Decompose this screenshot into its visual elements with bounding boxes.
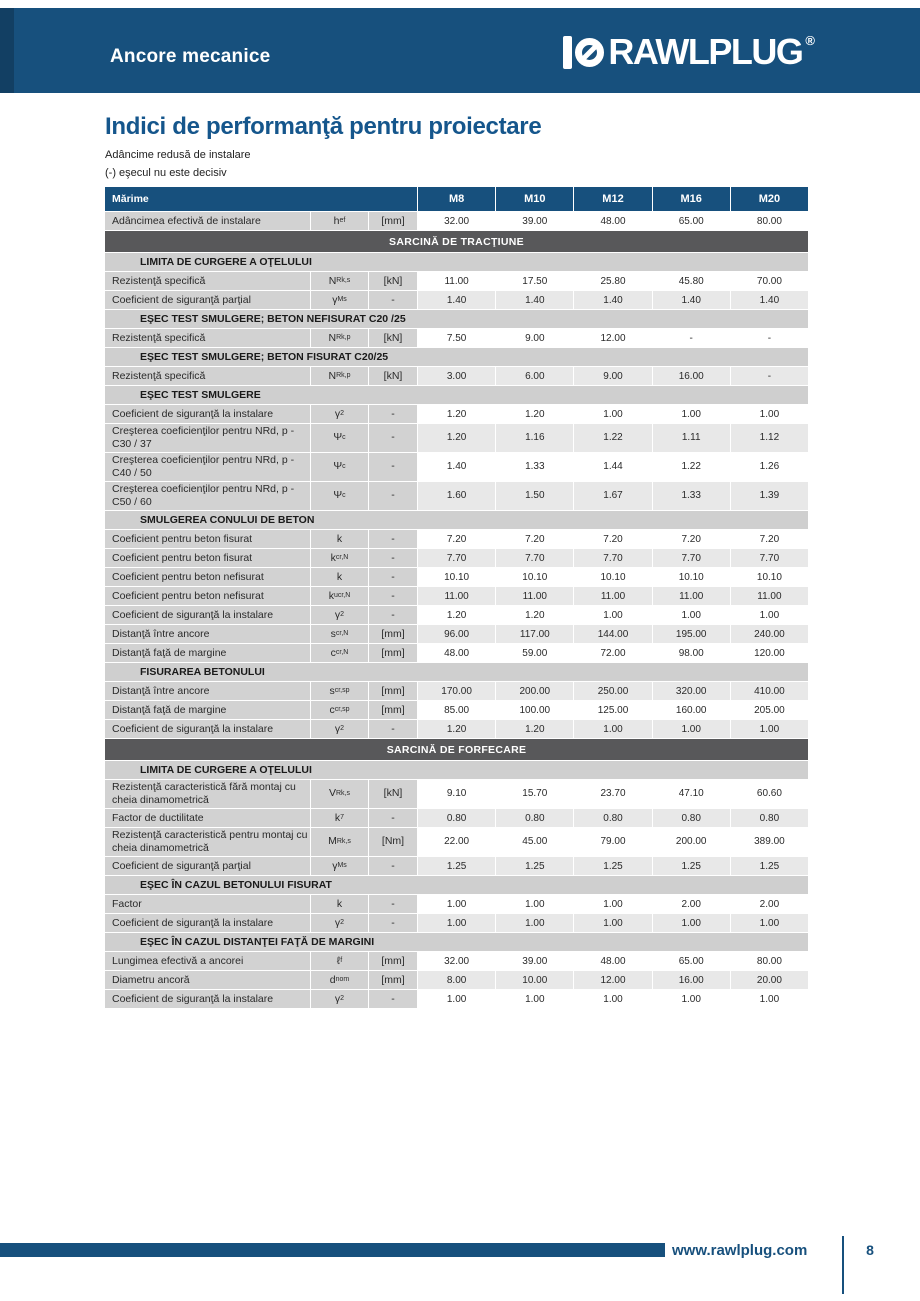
row-value: 11.00 <box>496 587 573 605</box>
row-value: 1.39 <box>731 482 808 510</box>
row-value: 1.00 <box>731 990 808 1008</box>
row-label: Creşterea coeficienţilor pentru NRd, p - C30 / 37 <box>105 424 310 452</box>
row-value: 0.80 <box>496 809 573 827</box>
row-value: 0.80 <box>574 809 651 827</box>
table-row <box>105 212 808 230</box>
row-value: 1.44 <box>574 453 651 481</box>
footer-website-link[interactable]: www.rawlplug.com <box>672 1242 808 1259</box>
row-value: 117.00 <box>496 625 573 643</box>
row-symbol: γ 2 <box>311 405 368 423</box>
row-value: 0.80 <box>418 809 495 827</box>
row-unit: [mm] <box>369 625 417 643</box>
row-value: 1.00 <box>574 990 651 1008</box>
row-value: 11.00 <box>418 272 495 290</box>
row-value: 59.00 <box>496 644 573 662</box>
row-symbol: V Rk,s <box>311 780 368 808</box>
row-value: 1.20 <box>418 424 495 452</box>
table-header-m12: M12 <box>574 187 651 211</box>
row-value: 6.00 <box>496 367 573 385</box>
row-value: 45.00 <box>496 828 573 856</box>
row-label: Distanţă faţă de margine <box>105 644 310 662</box>
row-value: 9.10 <box>418 780 495 808</box>
row-value: 1.00 <box>574 914 651 932</box>
row-label: Coeficient pentru beton fisurat <box>105 549 310 567</box>
table-row <box>105 625 808 643</box>
row-value: 7.20 <box>496 530 573 548</box>
row-symbol: s cr,sp <box>311 682 368 700</box>
table-row <box>105 606 808 624</box>
row-value: 1.25 <box>731 857 808 875</box>
row-label: Lungimea efectivă a ancorei <box>105 952 310 970</box>
row-label: Diametru ancoră <box>105 971 310 989</box>
row-symbol: h ef <box>311 212 368 230</box>
table-row <box>105 453 808 481</box>
row-value: 1.20 <box>418 606 495 624</box>
row-value: 1.20 <box>418 720 495 738</box>
row-value: 1.26 <box>731 453 808 481</box>
row-value: 1.20 <box>418 405 495 423</box>
row-value: 3.00 <box>418 367 495 385</box>
row-value: 1.33 <box>496 453 573 481</box>
row-label: Coeficient de siguranţă la instalare <box>105 914 310 932</box>
row-value: 48.00 <box>574 212 651 230</box>
row-value: 1.16 <box>496 424 573 452</box>
row-value: 16.00 <box>653 367 730 385</box>
table-header-size-label: Mărime <box>105 187 417 211</box>
row-symbol: k <box>311 530 368 548</box>
row-value: 0.80 <box>653 809 730 827</box>
table-row <box>105 568 808 586</box>
row-symbol: k <box>311 895 368 913</box>
row-value: 1.00 <box>496 990 573 1008</box>
row-unit: - <box>369 809 417 827</box>
row-symbol: γ Ms <box>311 291 368 309</box>
row-value: 160.00 <box>653 701 730 719</box>
row-unit: [mm] <box>369 682 417 700</box>
table-row <box>105 828 808 856</box>
row-value: 7.50 <box>418 329 495 347</box>
row-unit: - <box>369 720 417 738</box>
row-value: 1.25 <box>496 857 573 875</box>
row-value: 2.00 <box>653 895 730 913</box>
row-label: Coeficient pentru beton nefisurat <box>105 568 310 586</box>
row-symbol: N Rk,p <box>311 329 368 347</box>
row-value: 1.40 <box>574 291 651 309</box>
row-value: 15.70 <box>496 780 573 808</box>
row-value: 1.00 <box>418 990 495 1008</box>
table-row <box>105 857 808 875</box>
row-symbol: c cr,N <box>311 644 368 662</box>
row-label: Rezistenţă specifică <box>105 329 310 347</box>
row-unit: - <box>369 530 417 548</box>
row-unit: - <box>369 857 417 875</box>
brand-name: RAWLPLUG <box>608 31 803 72</box>
row-value: 1.25 <box>653 857 730 875</box>
row-label: Distanţă între ancore <box>105 682 310 700</box>
row-value: 17.50 <box>496 272 573 290</box>
row-value: 1.00 <box>653 720 730 738</box>
row-value: 7.70 <box>574 549 651 567</box>
footer-bar <box>0 1243 665 1257</box>
row-value: 7.70 <box>418 549 495 567</box>
row-symbol: k <box>311 568 368 586</box>
row-value: 10.10 <box>731 568 808 586</box>
row-value: 10.10 <box>496 568 573 586</box>
row-value: 1.20 <box>496 606 573 624</box>
row-value: 1.25 <box>418 857 495 875</box>
row-unit: - <box>369 606 417 624</box>
row-value: 65.00 <box>653 952 730 970</box>
row-value: 32.00 <box>418 952 495 970</box>
row-unit: - <box>369 914 417 932</box>
row-value: 1.00 <box>731 720 808 738</box>
row-value: 240.00 <box>731 625 808 643</box>
row-value: 200.00 <box>653 828 730 856</box>
performance-table <box>105 187 808 1009</box>
row-symbol: s cr,N <box>311 625 368 643</box>
row-symbol: γ 2 <box>311 606 368 624</box>
row-unit: - <box>369 568 417 586</box>
row-symbol: d nom <box>311 971 368 989</box>
row-unit: [kN] <box>369 329 417 347</box>
row-label: Rezistenţă specifică <box>105 367 310 385</box>
row-value: 1.00 <box>418 895 495 913</box>
row-value: 2.00 <box>731 895 808 913</box>
row-value: 8.00 <box>418 971 495 989</box>
row-value: 79.00 <box>574 828 651 856</box>
row-unit: - <box>369 405 417 423</box>
row-value: 1.00 <box>731 606 808 624</box>
row-value: 1.25 <box>574 857 651 875</box>
row-value: 1.00 <box>653 405 730 423</box>
row-value: 10.10 <box>418 568 495 586</box>
row-value: 7.70 <box>653 549 730 567</box>
row-value: 48.00 <box>574 952 651 970</box>
row-value: 11.00 <box>653 587 730 605</box>
row-unit: [mm] <box>369 952 417 970</box>
note-reduced-depth: Adâncime redusă de instalare <box>105 149 251 161</box>
row-value: 1.22 <box>574 424 651 452</box>
row-value: 1.60 <box>418 482 495 510</box>
table-body <box>105 212 808 1008</box>
row-value: 85.00 <box>418 701 495 719</box>
row-label: Creşterea coeficienţilor pentru NRd, p - C50 / 60 <box>105 482 310 510</box>
table-row <box>105 405 808 423</box>
table-subsection-header: LIMITA DE CURGERE A OŢELULUI <box>105 253 808 271</box>
row-unit: [kN] <box>369 367 417 385</box>
row-value: 1.50 <box>496 482 573 510</box>
row-label: Coeficient de siguranţă la instalare <box>105 720 310 738</box>
row-unit: - <box>369 895 417 913</box>
row-value: 9.00 <box>574 367 651 385</box>
row-value: 1.40 <box>653 291 730 309</box>
row-value: 100.00 <box>496 701 573 719</box>
row-value: 120.00 <box>731 644 808 662</box>
table-row <box>105 482 808 510</box>
table-header-row <box>105 187 808 211</box>
row-value: 96.00 <box>418 625 495 643</box>
row-symbol: γ Ms <box>311 857 368 875</box>
row-value: 1.11 <box>653 424 730 452</box>
row-value: 22.00 <box>418 828 495 856</box>
row-value: 9.00 <box>496 329 573 347</box>
row-value: 1.33 <box>653 482 730 510</box>
row-symbol: k ucr,N <box>311 587 368 605</box>
row-symbol: k cr,N <box>311 549 368 567</box>
row-value: 1.12 <box>731 424 808 452</box>
row-symbol: N Rk,p <box>311 367 368 385</box>
table-row <box>105 720 808 738</box>
row-value: - <box>731 329 808 347</box>
row-unit: [Nm] <box>369 828 417 856</box>
row-symbol: γ 2 <box>311 990 368 1008</box>
row-value: 320.00 <box>653 682 730 700</box>
row-value: 1.00 <box>496 895 573 913</box>
header-bar <box>0 8 920 93</box>
row-value: 0.80 <box>731 809 808 827</box>
rawlplug-logo <box>563 31 815 72</box>
logo-screw-icon <box>575 38 604 67</box>
row-unit: [mm] <box>369 212 417 230</box>
row-symbol: Ψ c <box>311 453 368 481</box>
row-value: 23.70 <box>574 780 651 808</box>
row-value: 1.00 <box>574 895 651 913</box>
row-value: 1.00 <box>574 606 651 624</box>
row-value: 1.00 <box>418 914 495 932</box>
row-symbol: γ 2 <box>311 914 368 932</box>
row-value: 70.00 <box>731 272 808 290</box>
row-label: Creşterea coeficienţilor pentru NRd, p - C40 / 50 <box>105 453 310 481</box>
row-value: 1.40 <box>496 291 573 309</box>
row-value: 1.67 <box>574 482 651 510</box>
note-dash-meaning: (-) eşecul nu este decisiv <box>105 167 227 179</box>
row-unit: - <box>369 291 417 309</box>
row-value: 144.00 <box>574 625 651 643</box>
row-value: 39.00 <box>496 212 573 230</box>
table-row <box>105 272 808 290</box>
table-row <box>105 530 808 548</box>
table-row <box>105 424 808 452</box>
row-value: 1.20 <box>496 405 573 423</box>
row-unit: - <box>369 424 417 452</box>
row-value: 11.00 <box>574 587 651 605</box>
row-unit: - <box>369 453 417 481</box>
row-value: 1.00 <box>496 914 573 932</box>
row-value: 32.00 <box>418 212 495 230</box>
row-value: 10.00 <box>496 971 573 989</box>
row-unit: - <box>369 587 417 605</box>
row-value: 25.80 <box>574 272 651 290</box>
row-symbol: γ 2 <box>311 720 368 738</box>
row-label: Coeficient de siguranţă la instalare <box>105 405 310 423</box>
row-label: Adâncimea efectivă de instalare <box>105 212 310 230</box>
page-title: Indici de performanţă pentru proiectare <box>105 113 542 140</box>
row-unit: [mm] <box>369 644 417 662</box>
page-number: 8 <box>866 1242 874 1258</box>
row-value: 20.00 <box>731 971 808 989</box>
row-value: 72.00 <box>574 644 651 662</box>
row-label: Coeficient de siguranţă parţial <box>105 857 310 875</box>
row-value: 1.00 <box>574 720 651 738</box>
table-row <box>105 291 808 309</box>
table-section-header: SARCINĂ DE TRACŢIUNE <box>105 231 808 252</box>
row-value: - <box>731 367 808 385</box>
table-row <box>105 587 808 605</box>
row-value: 80.00 <box>731 952 808 970</box>
table-header-m20: M20 <box>731 187 808 211</box>
row-value: 11.00 <box>731 587 808 605</box>
row-value: 250.00 <box>574 682 651 700</box>
table-row <box>105 780 808 808</box>
row-value: 1.20 <box>496 720 573 738</box>
table-row <box>105 809 808 827</box>
row-value: 16.00 <box>653 971 730 989</box>
row-value: 410.00 <box>731 682 808 700</box>
row-value: 12.00 <box>574 971 651 989</box>
row-label: Rezistenţă caracteristică pentru montaj cu cheia dinamometrică <box>105 828 310 856</box>
row-value: 7.20 <box>653 530 730 548</box>
row-value: 65.00 <box>653 212 730 230</box>
row-unit: [mm] <box>369 701 417 719</box>
row-value: 1.00 <box>653 990 730 1008</box>
row-value: 1.00 <box>574 405 651 423</box>
row-symbol: k 7 <box>311 809 368 827</box>
row-value: 48.00 <box>418 644 495 662</box>
table-row <box>105 367 808 385</box>
row-unit: - <box>369 482 417 510</box>
section-title: Ancore mecanice <box>110 46 271 67</box>
row-value: 39.00 <box>496 952 573 970</box>
row-label: Coeficient pentru beton nefisurat <box>105 587 310 605</box>
row-value: 195.00 <box>653 625 730 643</box>
table-row <box>105 971 808 989</box>
row-value: 7.70 <box>731 549 808 567</box>
row-symbol: c cr,sp <box>311 701 368 719</box>
table-row <box>105 682 808 700</box>
row-label: Coeficient de siguranţă parţial <box>105 291 310 309</box>
row-value: 98.00 <box>653 644 730 662</box>
row-symbol: Ψ c <box>311 482 368 510</box>
table-subsection-header: EŞEC TEST SMULGERE; BETON FISURAT C20/25 <box>105 348 808 366</box>
table-row <box>105 914 808 932</box>
row-value: 1.00 <box>653 606 730 624</box>
row-value: 45.80 <box>653 272 730 290</box>
row-value: 7.20 <box>731 530 808 548</box>
table-subsection-header: LIMITA DE CURGERE A OŢELULUI <box>105 761 808 779</box>
table-row <box>105 644 808 662</box>
row-value: 200.00 <box>496 682 573 700</box>
table-subsection-header: FISURAREA BETONULUI <box>105 663 808 681</box>
footer-divider <box>842 1236 844 1294</box>
row-value: 170.00 <box>418 682 495 700</box>
row-label: Distanţă între ancore <box>105 625 310 643</box>
row-label: Coeficient pentru beton fisurat <box>105 530 310 548</box>
table-header-m10: M10 <box>496 187 573 211</box>
row-symbol: N Rk,s <box>311 272 368 290</box>
row-value: 7.20 <box>418 530 495 548</box>
row-label: Rezistenţă caracteristică fără montaj cu cheia dinamometrică <box>105 780 310 808</box>
row-value: 11.00 <box>418 587 495 605</box>
row-value: 125.00 <box>574 701 651 719</box>
row-value: 12.00 <box>574 329 651 347</box>
row-value: 1.00 <box>653 914 730 932</box>
row-value: 1.00 <box>731 914 808 932</box>
table-subsection-header: EŞEC TEST SMULGERE <box>105 386 808 404</box>
row-value: 1.22 <box>653 453 730 481</box>
row-value: 10.10 <box>574 568 651 586</box>
table-row <box>105 990 808 1008</box>
row-value: 1.00 <box>731 405 808 423</box>
row-value: 1.40 <box>418 453 495 481</box>
header-edge-tab <box>0 8 14 93</box>
registered-mark: ® <box>805 32 815 48</box>
row-unit: [kN] <box>369 272 417 290</box>
row-symbol: M Rk,s <box>311 828 368 856</box>
row-label: Rezistenţă specifică <box>105 272 310 290</box>
logo-bar-icon <box>563 36 572 69</box>
table-row <box>105 952 808 970</box>
row-value: 1.40 <box>731 291 808 309</box>
row-value: 7.20 <box>574 530 651 548</box>
row-value: 1.40 <box>418 291 495 309</box>
table-subsection-header: EŞEC ÎN CAZUL BETONULUI FISURAT <box>105 876 808 894</box>
table-subsection-header: EŞEC TEST SMULGERE; BETON NEFISURAT C20 /25 <box>105 310 808 328</box>
row-value: 47.10 <box>653 780 730 808</box>
row-unit: - <box>369 549 417 567</box>
row-value: 389.00 <box>731 828 808 856</box>
row-label: Coeficient de siguranţă la instalare <box>105 990 310 1008</box>
table-row <box>105 701 808 719</box>
row-value: 10.10 <box>653 568 730 586</box>
row-unit: [mm] <box>369 971 417 989</box>
table-row <box>105 329 808 347</box>
table-subsection-header: EŞEC ÎN CAZUL DISTANŢEI FAŢĂ DE MARGINI <box>105 933 808 951</box>
row-symbol: Ψ c <box>311 424 368 452</box>
table-section-header: SARCINĂ DE FORFECARE <box>105 739 808 760</box>
table-subsection-header: SMULGEREA CONULUI DE BETON <box>105 511 808 529</box>
row-value: 205.00 <box>731 701 808 719</box>
table-header-m16: M16 <box>653 187 730 211</box>
row-value: - <box>653 329 730 347</box>
table-row <box>105 549 808 567</box>
row-symbol: ℓ f <box>311 952 368 970</box>
row-label: Distanţă faţă de margine <box>105 701 310 719</box>
row-label: Factor <box>105 895 310 913</box>
row-unit: - <box>369 990 417 1008</box>
row-value: 60.60 <box>731 780 808 808</box>
row-value: 7.70 <box>496 549 573 567</box>
table-header-m8: M8 <box>418 187 495 211</box>
row-label: Factor de ductilitate <box>105 809 310 827</box>
row-unit: [kN] <box>369 780 417 808</box>
row-value: 80.00 <box>731 212 808 230</box>
table-row <box>105 895 808 913</box>
row-label: Coeficient de siguranţă la instalare <box>105 606 310 624</box>
